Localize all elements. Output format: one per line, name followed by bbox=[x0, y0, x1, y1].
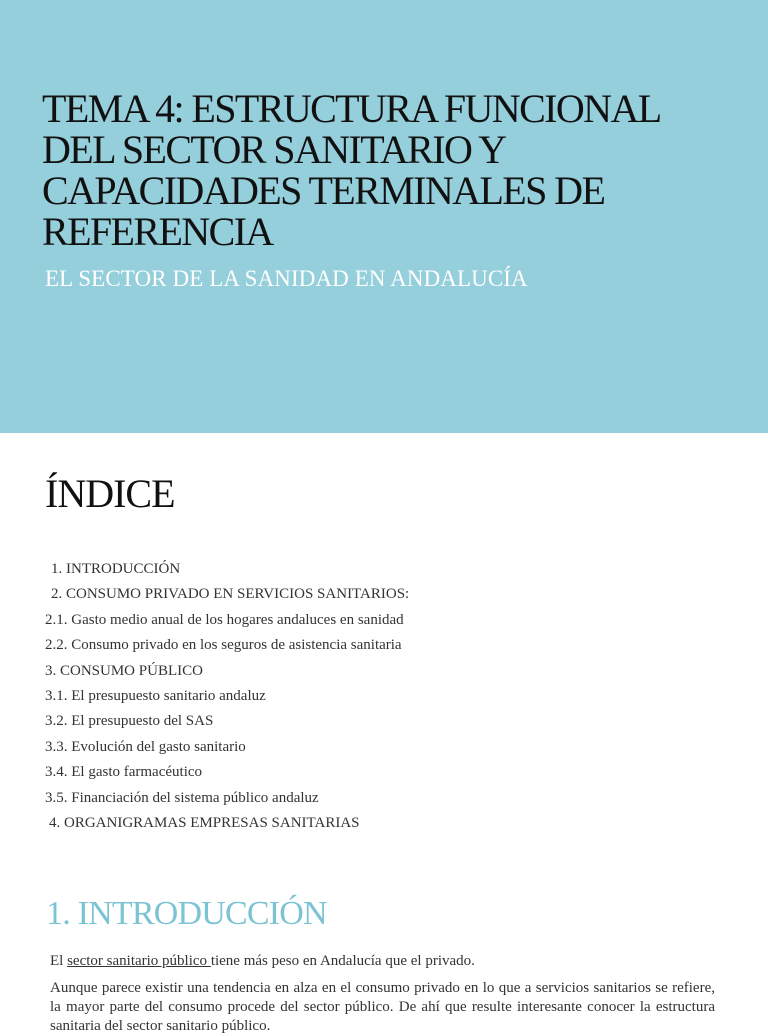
index-item: 3.5. Financiación del sistema público andaluz bbox=[45, 789, 319, 806]
index-item: 3.3. Evolución del gasto sanitario bbox=[45, 738, 246, 755]
index-item: 2. CONSUMO PRIVADO EN SERVICIOS SANITARIOS: bbox=[51, 586, 410, 603]
index-list bbox=[45, 557, 409, 836]
intro-text-before: El bbox=[50, 953, 68, 969]
index-item: 3. CONSUMO PÚBLICO bbox=[45, 662, 203, 679]
sector-sanitario-publico-link[interactable]: sector sanitario público bbox=[67, 953, 211, 969]
index-heading: ÍNDICE bbox=[45, 471, 175, 516]
index-item: 3.1. El presupuesto sanitario andaluz bbox=[45, 687, 266, 704]
intro-paragraph-1 bbox=[50, 951, 475, 971]
section-heading-introduccion: 1. INTRODUCCIÓN bbox=[46, 895, 327, 932]
index-item: 2.2. Consumo privado en los seguros de asistencia sanitaria bbox=[45, 637, 402, 654]
index-item: 3.4. El gasto farmacéutico bbox=[45, 764, 203, 781]
index-item: 4. ORGANIGRAMAS EMPRESAS SANITARIAS bbox=[49, 814, 360, 831]
index-item: 3.2. El presupuesto del SAS bbox=[45, 713, 214, 730]
document-subtitle: EL SECTOR DE LA SANIDAD EN ANDALUCÍA bbox=[45, 266, 528, 291]
intro-paragraph-2: Aunque parece existir una tendencia en alza en el consumo privado en lo que a servicios sanitarios se refiere, la mayor parte del consumo procede del sector público. De ahí que resulte interesante conocer la estructura sanitaria del sector sanitario público. bbox=[50, 980, 715, 1034]
title-slide bbox=[0, 0, 768, 433]
document-title: TEMA 4: ESTRUCTURA FUNCIONAL DEL SECTOR SANITARIO Y CAPACIDADES TERMINALES DE REFERENCIA bbox=[42, 86, 661, 254]
intro-text-after: tiene más peso en Andalucía que el privado. bbox=[210, 953, 475, 969]
index-item: 2.1. Gasto medio anual de los hogares andaluces en sanidad bbox=[45, 611, 404, 628]
index-item: 1. INTRODUCCIÓN bbox=[51, 561, 181, 577]
